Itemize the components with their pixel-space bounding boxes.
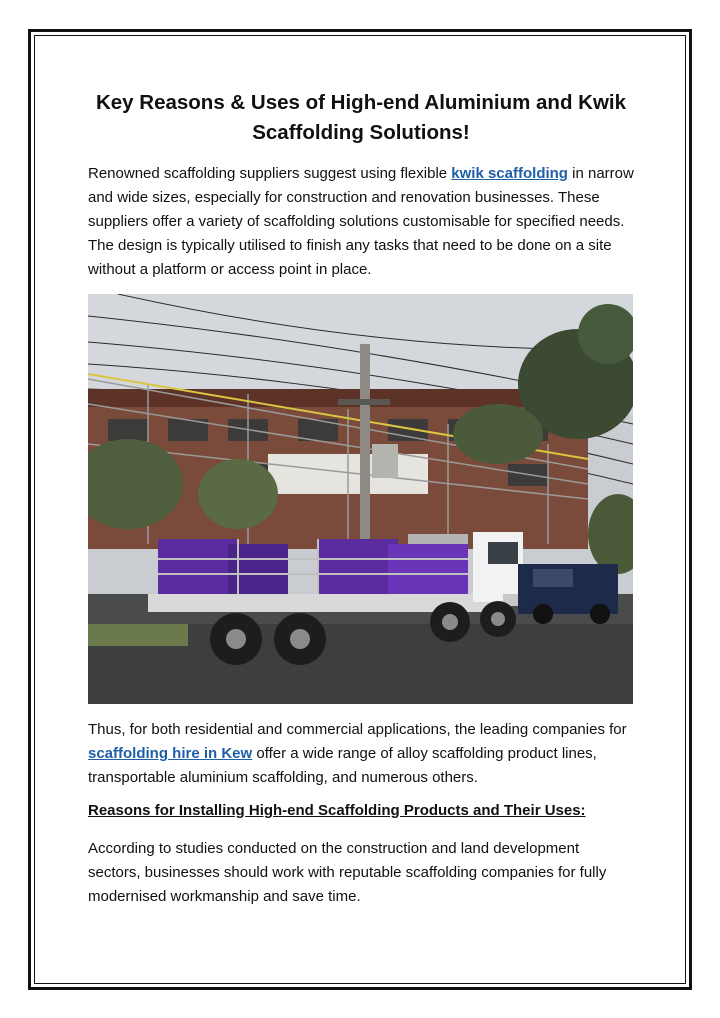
kwik-scaffolding-link[interactable]: kwik scaffolding: [451, 165, 568, 182]
studies-paragraph: According to studies conducted on the construction and land development sectors, businesses should work with reputable scaffolding companies for fully modernised workmanship and save time.: [88, 840, 607, 905]
scaffolding-truck-photo: [88, 294, 633, 704]
applications-text-after: offer a wide range of alloy scaffolding product lines, transportable aluminium scaffolding, and numerous others.: [88, 745, 597, 786]
intro-text-before: Renowned scaffolding suppliers suggest using flexible: [88, 165, 452, 182]
intro-paragraph: [88, 162, 634, 282]
intro-text-after: in narrow and wide sizes, especially for construction and renovation businesses. These suppliers offer a variety of scaffolding solutions customisable for specified needs. The design is typically utilised to finish any tasks that need to be done on a site without a platform or access point in place.: [88, 165, 634, 278]
applications-paragraph: [88, 718, 634, 790]
reasons-subheading: Reasons for Installing High-end Scaffolding Products and Their Uses:: [88, 802, 586, 819]
document-title: Key Reasons & Uses of High-end Aluminium and Kwik Scaffolding Solutions!: [95, 91, 627, 144]
scaffolding-hire-kew-link[interactable]: scaffolding hire in Kew: [88, 745, 253, 762]
applications-text-before: Thus, for both residential and commercial applications, the leading companies for: [88, 721, 627, 738]
